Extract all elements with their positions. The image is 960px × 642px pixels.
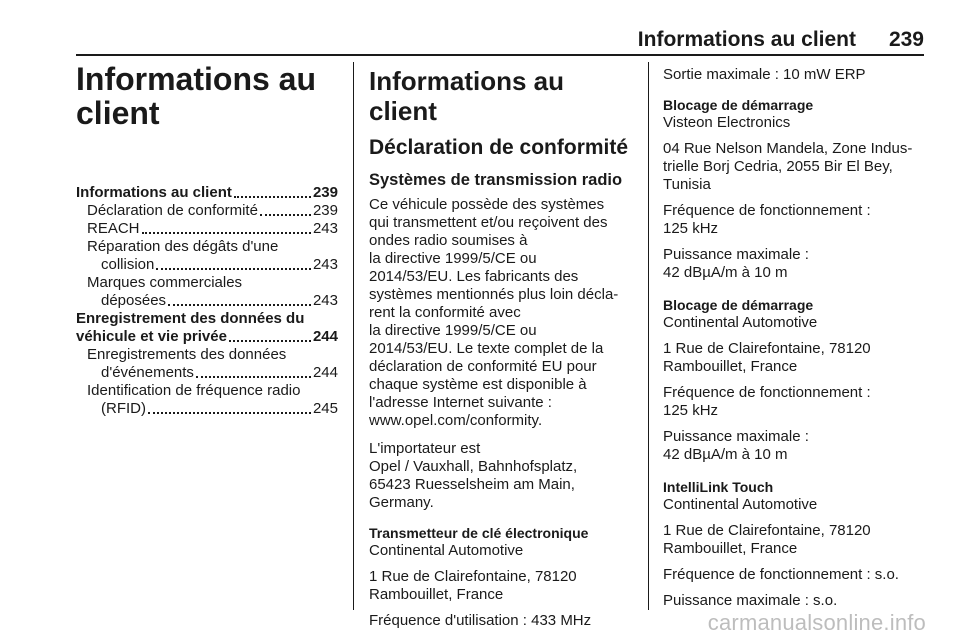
- device-frequency: Fréquence d'utilisation : 433 MHz: [369, 612, 592, 629]
- toc-entry-reach[interactable]: REACH 243: [87, 220, 338, 237]
- section-heading: Informations au client: [369, 66, 565, 126]
- device-title-key-transmitter: Transmetteur de clé électronique: [369, 525, 589, 541]
- toc-entry-declaration-conformite[interactable]: Déclaration de conformité 239: [87, 202, 338, 219]
- device-company: Continental Automotive: [369, 542, 524, 559]
- paragraph-conformity: Ce véhicule possède des systèmes qui transmettent et/ou reçoivent des ondes radio soumises à la directive 1999/5/CE ou 2014/53/EU. Les fabricants des systèmes mentionnés plus loin décla- rent la conformité avec la directive 1999/5/CE ou 2014/53/EU. Le texte complet de la déclaration de conformité EU pour chaque système est disponible à l'adresse Internet suivante : www.opel.com/conformity.: [369, 196, 619, 429]
- max-output: Sortie maximale : 10 mW ERP: [663, 66, 866, 83]
- device-power: Puissance maximale : 42 dBµA/m à 10 m: [663, 246, 809, 281]
- device-title: Blocage de démarrage: [663, 97, 814, 113]
- device-address: 1 Rue de Clairefontaine, 78120 Rambouillet, France: [369, 568, 577, 603]
- running-header-title: Informations au client: [637, 28, 856, 51]
- device-frequency: Fréquence de fonctionnement : 125 kHz: [663, 384, 871, 419]
- device-address: 1 Rue de Clairefontaine, 78120 Rambouillet, France: [663, 522, 871, 557]
- chapter-title: Informations au client: [76, 61, 317, 131]
- chapter-contents-column: [76, 62, 338, 418]
- toc-entry-reparation[interactable]: Réparation des dégâts d'une collision 243: [87, 238, 338, 273]
- device-frequency: Fréquence de fonctionnement : 125 kHz: [663, 202, 871, 237]
- topic-heading: Systèmes de transmission radio: [369, 171, 623, 189]
- device-power: Puissance maximale : s.o.: [663, 592, 838, 609]
- device-title: Blocage de démarrage: [663, 297, 814, 313]
- toc-entry-marques[interactable]: Marques commerciales déposées 243: [87, 274, 338, 309]
- device-company: Continental Automotive: [663, 496, 818, 513]
- column-divider-2: [648, 62, 649, 610]
- watermark: carmanualsonline.info: [707, 610, 926, 635]
- subsection-heading: Déclaration de conformité: [369, 136, 629, 159]
- toc-entry-enregistrements-evenements[interactable]: Enregistrements des données d'événements 244: [87, 346, 338, 381]
- middle-text-column: [369, 62, 635, 640]
- page-header: [76, 28, 924, 56]
- toc-entry-rfid[interactable]: Identification de fréquence radio (RFID) 245: [87, 382, 338, 417]
- device-block-visteon: [663, 96, 929, 282]
- toc-entry-informations-client[interactable]: Informations au client 239: [76, 184, 338, 201]
- paragraph-importer: L'importateur est Opel / Vauxhall, Bahnhofsplatz, 65423 Ruesselsheim am Main, Germany.: [369, 440, 578, 511]
- column-divider-1: [353, 62, 354, 610]
- toc-entry-enregistrement-donnees[interactable]: Enregistrement des données du véhicule et vie privée 244: [76, 310, 338, 345]
- page-number: 239: [888, 28, 924, 51]
- device-company: Visteon Electronics: [663, 114, 791, 131]
- device-title: IntelliLink Touch: [663, 479, 774, 495]
- device-address: 1 Rue de Clairefontaine, 78120 Rambouillet, France: [663, 340, 871, 375]
- device-block-intellilink: [663, 478, 929, 610]
- device-frequency: Fréquence de fonctionnement : s.o.: [663, 566, 899, 583]
- right-text-column: [663, 62, 929, 620]
- device-block-continental-immobilizer: [663, 296, 929, 464]
- device-address: 04 Rue Nelson Mandela, Zone Indus- trielle Borj Cedria, 2055 Bir El Bey, Tunisia: [663, 140, 913, 193]
- device-company: Continental Automotive: [663, 314, 818, 331]
- device-power: Puissance maximale : 42 dBµA/m à 10 m: [663, 428, 809, 463]
